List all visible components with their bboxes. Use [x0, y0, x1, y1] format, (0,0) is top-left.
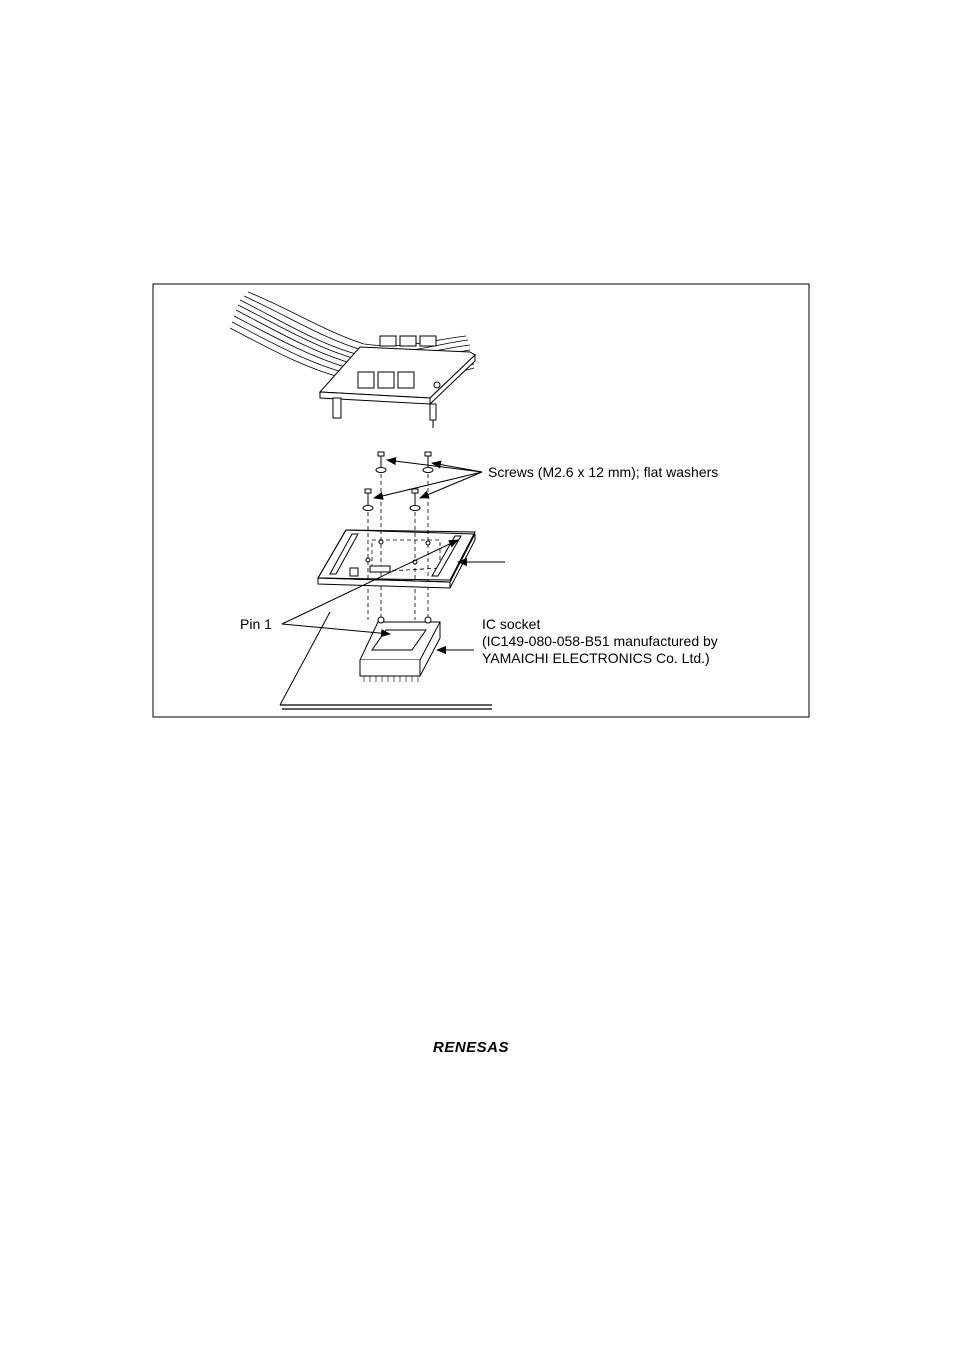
adapter-board — [318, 530, 475, 588]
ic-socket — [360, 617, 440, 682]
ic-socket-manufacturer-label: YAMAICHI ELECTRONICS Co. Ltd.) — [482, 650, 710, 666]
figure-frame — [153, 284, 809, 717]
screws-label: Screws (M2.6 x 12 mm); flat washers — [488, 464, 719, 480]
ic-socket-part-label: (IC149-080-058-B51 manufactured by — [482, 633, 718, 649]
screws-and-washers — [363, 452, 433, 511]
pin1-label: Pin 1 — [240, 616, 272, 632]
emulator-board — [230, 292, 475, 428]
ic-socket-label: IC socket — [482, 616, 541, 632]
renesas-logo: RENESAS — [433, 1039, 510, 1056]
